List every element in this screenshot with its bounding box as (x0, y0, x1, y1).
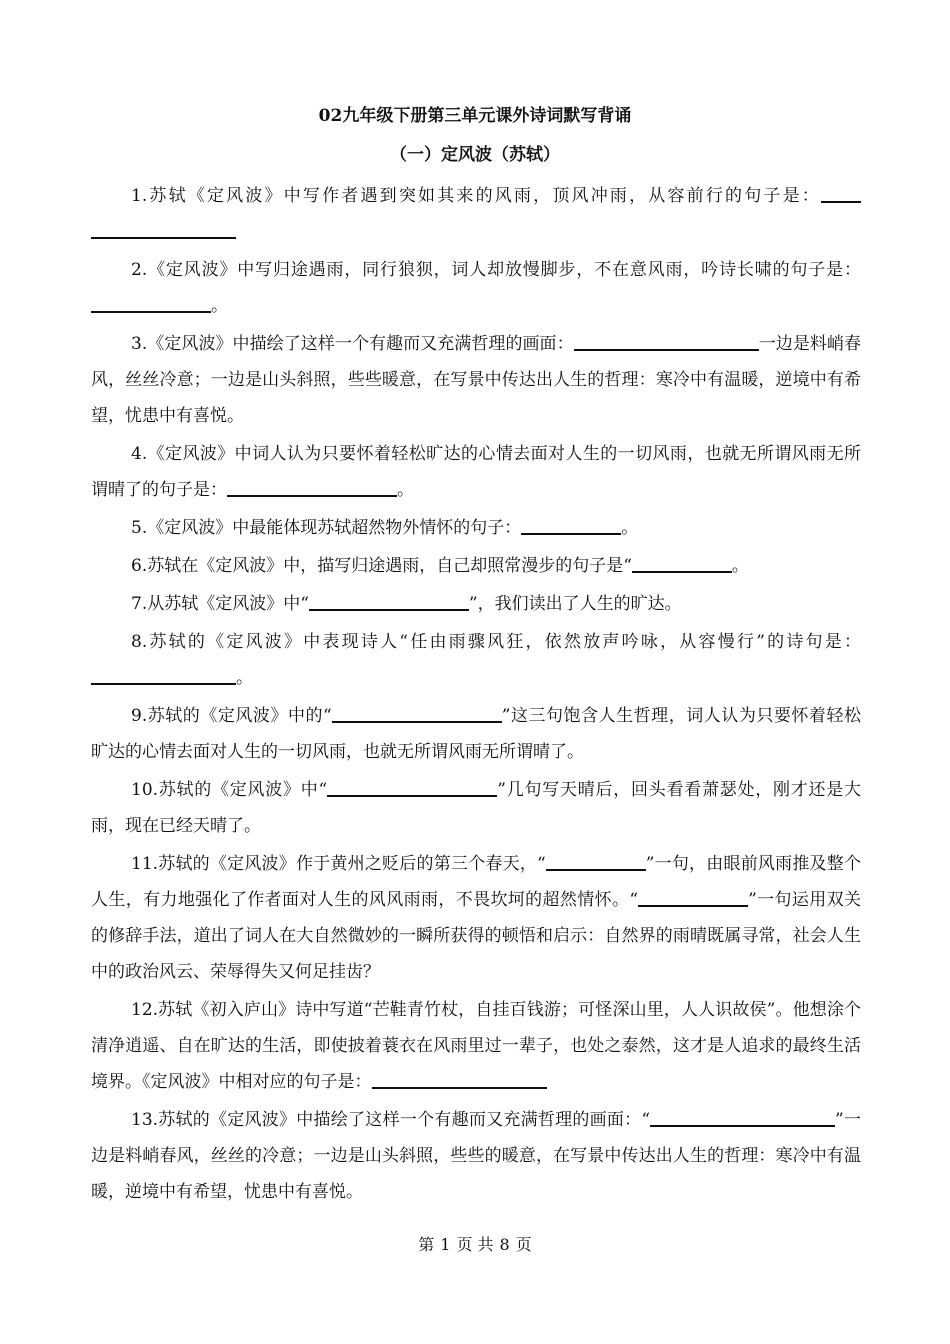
answer-blank[interactable] (821, 179, 861, 203)
answer-blank[interactable] (332, 699, 502, 723)
answer-blank[interactable] (91, 215, 236, 239)
question-text: ”一句，由眼前风雨推及整个人生，有力地强化了作者面对人生的风风雨雨，不畏坎坷的超然情怀。“ (91, 854, 861, 910)
question-text: 一边是料峭春风，丝丝冷意；一边是山头斜照，些些暖意，在写景中传达出人生的哲理：寒冷中有温暖，逆境中有希望，忧患中有喜悦。 (91, 334, 862, 426)
page-footer (0, 1234, 950, 1256)
question-12 (91, 992, 861, 1100)
section-title: （一）定风波（苏轼） (390, 145, 560, 165)
question-text: 1.苏轼《定风波》中写作者遇到突如其来的风雨，顶风冲雨，从容前行的句子是： (131, 186, 821, 206)
question-text: 6.苏轼在《定风波》中，描写归途遇雨，自己却照常漫步的句子是“ (131, 556, 632, 576)
question-text: ”一句运用双关的修辞手法，道出了词人在大自然微妙的一瞬所获得的顿悟和启示：自然界的雨晴既属寻常，社会人生中的政治风云、荣辱得失又何足挂齿？ (91, 890, 861, 982)
question-text: 10.苏轼的《定风波》中“ (131, 780, 328, 800)
answer-blank[interactable] (91, 289, 211, 313)
question-text: 13.苏轼的《定风波》中描绘了这样一个有趣而又充满哲理的画面：“ (131, 1110, 651, 1130)
answer-blank[interactable] (309, 587, 469, 611)
question-text: ”几句写天晴后，回头看看萧瑟处，刚才还是大雨，现在已经天晴了。 (91, 780, 861, 836)
answer-blank[interactable] (632, 549, 732, 573)
question-text: 5.《定风波》中最能体现苏轼超然物外情怀的句子： (131, 518, 522, 538)
question-list (91, 178, 861, 1212)
answer-blank[interactable] (708, 883, 748, 907)
question-4 (91, 436, 861, 508)
question-11 (91, 846, 861, 990)
answer-blank[interactable] (795, 1103, 835, 1127)
question-7 (91, 586, 861, 622)
question-text: 。 (731, 556, 749, 576)
page-title: 02九年级下册第三单元课外诗词默写背诵 (318, 106, 632, 126)
question-10 (91, 772, 861, 844)
question-1 (91, 178, 861, 250)
question-text: 4.《定风波》中词人认为只要怀着轻松旷达的心情去面对人生的一切风雨，也就无所谓风雨无所谓晴了的句子是： (91, 444, 861, 500)
question-5 (91, 510, 861, 546)
question-text: 3.《定风波》中描绘了这样一个有趣而又充满哲理的画面： (131, 334, 574, 354)
question-text: 2.《定风波》中写归途遇雨，同行狼狈，词人却放慢脚步，不在意风雨，吟诗长啸的句子是： (131, 260, 861, 280)
answer-blank[interactable] (91, 661, 236, 685)
question-text: 7.从苏轼《定风波》中“ (131, 594, 309, 614)
total-pages-number: 8 (499, 1235, 510, 1254)
question-2 (91, 252, 861, 324)
footer-suffix: 页 (515, 1235, 532, 1254)
answer-blank[interactable] (546, 847, 646, 871)
question-text: 。 (236, 668, 253, 688)
answer-blank[interactable] (574, 327, 759, 351)
question-text: ”，我们读出了人生的旷达。 (468, 594, 682, 614)
question-text: ”一边是料峭春风，丝丝的冷意；一边是山头斜照，些些的暖意，在写景中传达出人生的哲理：寒冷中有温暖，逆境中有希望，忧患中有喜悦。 (91, 1110, 861, 1202)
footer-prefix: 第 (418, 1235, 435, 1254)
question-13 (91, 1102, 861, 1210)
answer-blank[interactable] (227, 473, 397, 497)
question-text: 。 (397, 480, 414, 500)
question-text: 。 (621, 518, 639, 538)
question-9 (91, 698, 861, 770)
question-text: ”这三句饱含人生哲理，词人认为只要怀着轻松旷达的心情去面对人生的一切风雨，也就无所谓风雨无所谓晴了。 (91, 706, 861, 762)
question-8 (91, 624, 861, 696)
footer-middle: 页 共 (456, 1235, 494, 1254)
question-6 (91, 548, 861, 584)
answer-blank[interactable] (521, 511, 621, 535)
answer-blank[interactable] (327, 773, 497, 797)
answer-blank[interactable] (372, 1065, 547, 1089)
answer-blank[interactable] (638, 883, 708, 907)
question-text: 12.苏轼《初入庐山》诗中写道“芒鞋青竹杖，自挂百钱游；可怪深山里，人人识故侯”。他想涂个清净逍遥、自在旷达的生活，即使披着蓑衣在风雨里过一辈子，也处之泰然，这才是人追求的最终生活境界。《定风波》中相对应的句子是： (91, 1000, 861, 1092)
question-text: 9.苏轼的《定风波》中的“ (131, 706, 332, 726)
current-page-number: 1 (440, 1235, 451, 1254)
question-text: 。 (211, 296, 228, 316)
question-text: 11.苏轼的《定风波》作于黄州之贬后的第三个春天，“ (131, 854, 546, 874)
question-3 (91, 326, 861, 434)
question-text: 8.苏轼的《定风波》中表现诗人“任由雨骤风狂，依然放声吟咏，从容慢行”的诗句是： (131, 632, 861, 652)
answer-blank[interactable] (650, 1103, 795, 1127)
